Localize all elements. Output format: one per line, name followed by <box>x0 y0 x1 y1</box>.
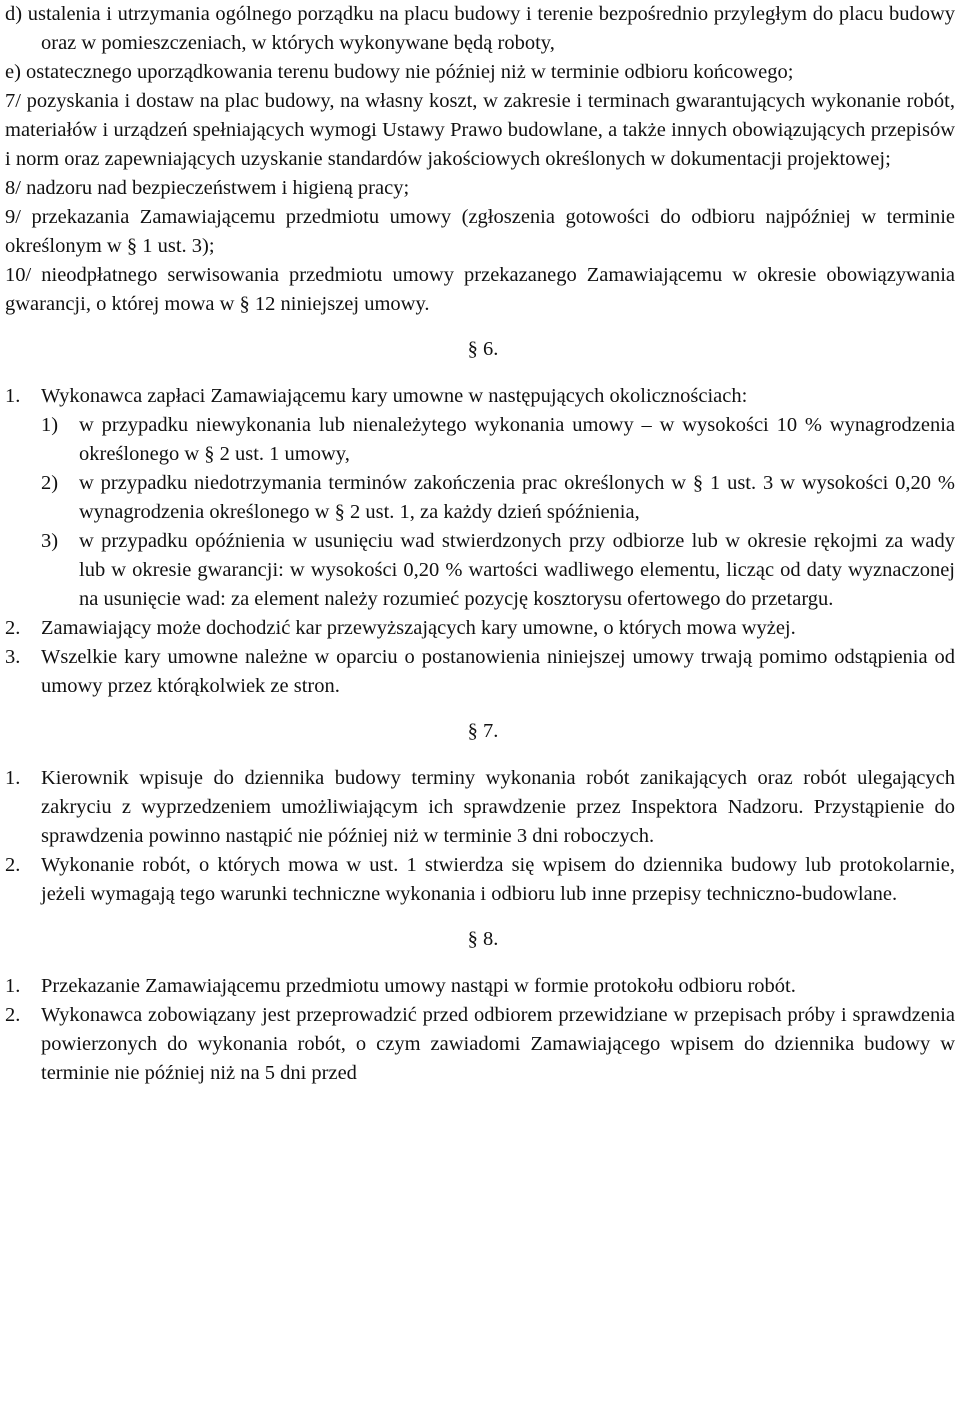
item-number: 1. <box>5 975 21 997</box>
list-item <box>5 851 955 909</box>
section-heading-7: § 7. <box>467 720 499 742</box>
item-text: Wykonawca zapłaci Zamawiającemu kary umowne w następujących okolicznościach: <box>41 385 748 407</box>
paragraph-10: 10/ nieodpłatnego serwisowania przedmiotu umowy przekazanego Zamawiającemu w okresie obowiązywania gwarancji, o której mowa w § 12 niniejszej umowy. <box>5 264 955 315</box>
item-text: Kierownik wpisuje do dziennika budowy terminy wykonania robót zanikających oraz robót ulegających zakryciu z wyprzedzeniem umożliwiającym ich sprawdzenie przez Inspektora Nadzoru. Przystąpienie do sprawdzenia powinno nastąpić nie później niż w terminie 3 dni roboczych. <box>41 767 955 847</box>
item-text: w przypadku niedotrzymania terminów zakończenia prac określonych w § 1 ust. 3 w wysokości 0,20 % wynagrodzenia określonego w § 2 ust. 1, za każdy dzień spóźnienia, <box>79 472 955 523</box>
sub-list-item <box>5 469 955 527</box>
list-item <box>5 614 955 643</box>
item-text: Wykonanie robót, o których mowa w ust. 1 stwierdza się wpisem do dziennika budowy lub protokolarnie, jeżeli wymagają tego warunki techniczne wykonania i odbioru lub inne przepisy techniczno-budowlane. <box>41 854 955 905</box>
item-number: 2. <box>5 1004 21 1026</box>
item-number: 1. <box>5 385 21 407</box>
item-text: Przekazanie Zamawiającemu przedmiotu umowy nastąpi w formie protokołu odbioru robót. <box>41 975 796 997</box>
item-number: 1) <box>41 414 59 436</box>
section-heading-8: § 8. <box>467 928 499 950</box>
item-number: 2) <box>41 472 59 494</box>
document-page <box>5 0 955 1088</box>
list-item <box>5 1001 955 1088</box>
list-item <box>5 643 955 701</box>
paragraph-9: 9/ przekazania Zamawiającemu przedmiotu umowy (zgłoszenia gotowości do odbioru najpóźniej w terminie określonym w § 1 ust. 3); <box>5 206 955 257</box>
paragraph-d: d) ustalenia i utrzymania ogólnego porządku na placu budowy i terenie bezpośrednio przyległym do placu budowy oraz w pomieszczeniach, w których wykonywane będą roboty, <box>5 3 955 54</box>
item-number: 2. <box>5 854 21 876</box>
item-text: Wszelkie kary umowne należne w oparciu o postanowienia niniejszej umowy trwają pomimo odstąpienia od umowy przez którąkolwiek ze stron. <box>41 646 955 697</box>
paragraph-e: e) ostatecznego uporządkowania terenu budowy nie później niż w terminie odbioru końcowego; <box>5 61 794 83</box>
item-text: Wykonawca zobowiązany jest przeprowadzić przed odbiorem przewidziane w przepisach próby i sprawdzenia powierzonych do wykonania robót, o czym zawiadomi Zamawiającego wpisem do dziennika budowy w terminie nie później niż na 5 dni przed <box>41 1004 955 1084</box>
item-number: 1. <box>5 767 21 789</box>
item-number: 3) <box>41 530 59 552</box>
item-number: 3. <box>5 646 21 668</box>
sub-list-item <box>5 411 955 469</box>
list-item <box>5 972 955 1001</box>
item-text: w przypadku opóźnienia w usunięciu wad stwierdzonych przy odbiorze lub w okresie rękojmi za wady lub w okresie gwarancji: w wysokości 0,20 % wartości wadliwego elementu, licząc od daty wyznaczonej na usunięcie wad: za element należy rozumieć pozycję kosztorysu ofertowego do przetargu. <box>79 530 955 610</box>
item-text: Zamawiający może dochodzić kar przewyższających kary umowne, o których mowa wyżej. <box>41 617 796 639</box>
paragraph-8: 8/ nadzoru nad bezpieczeństwem i higieną pracy; <box>5 177 410 199</box>
item-number: 2. <box>5 617 21 639</box>
paragraph-7: 7/ pozyskania i dostaw na plac budowy, na własny koszt, w zakresie i terminach gwarantujących wykonanie robót, materiałów i urządzeń spełniających wymogi Ustawy Prawo budowlane, a także innych obowiązujących przepisów i norm oraz zapewniających uzyskanie standardów jakościowych określonych w dokumentacji projektowej; <box>5 90 955 170</box>
item-text: w przypadku niewykonania lub nienależytego wykonania umowy – w wysokości 10 % wynagrodzenia określonego w § 2 ust. 1 umowy, <box>79 414 955 465</box>
section-heading-6: § 6. <box>467 338 499 360</box>
list-item <box>5 764 955 851</box>
sub-list-item <box>5 527 955 614</box>
list-item <box>5 382 955 411</box>
